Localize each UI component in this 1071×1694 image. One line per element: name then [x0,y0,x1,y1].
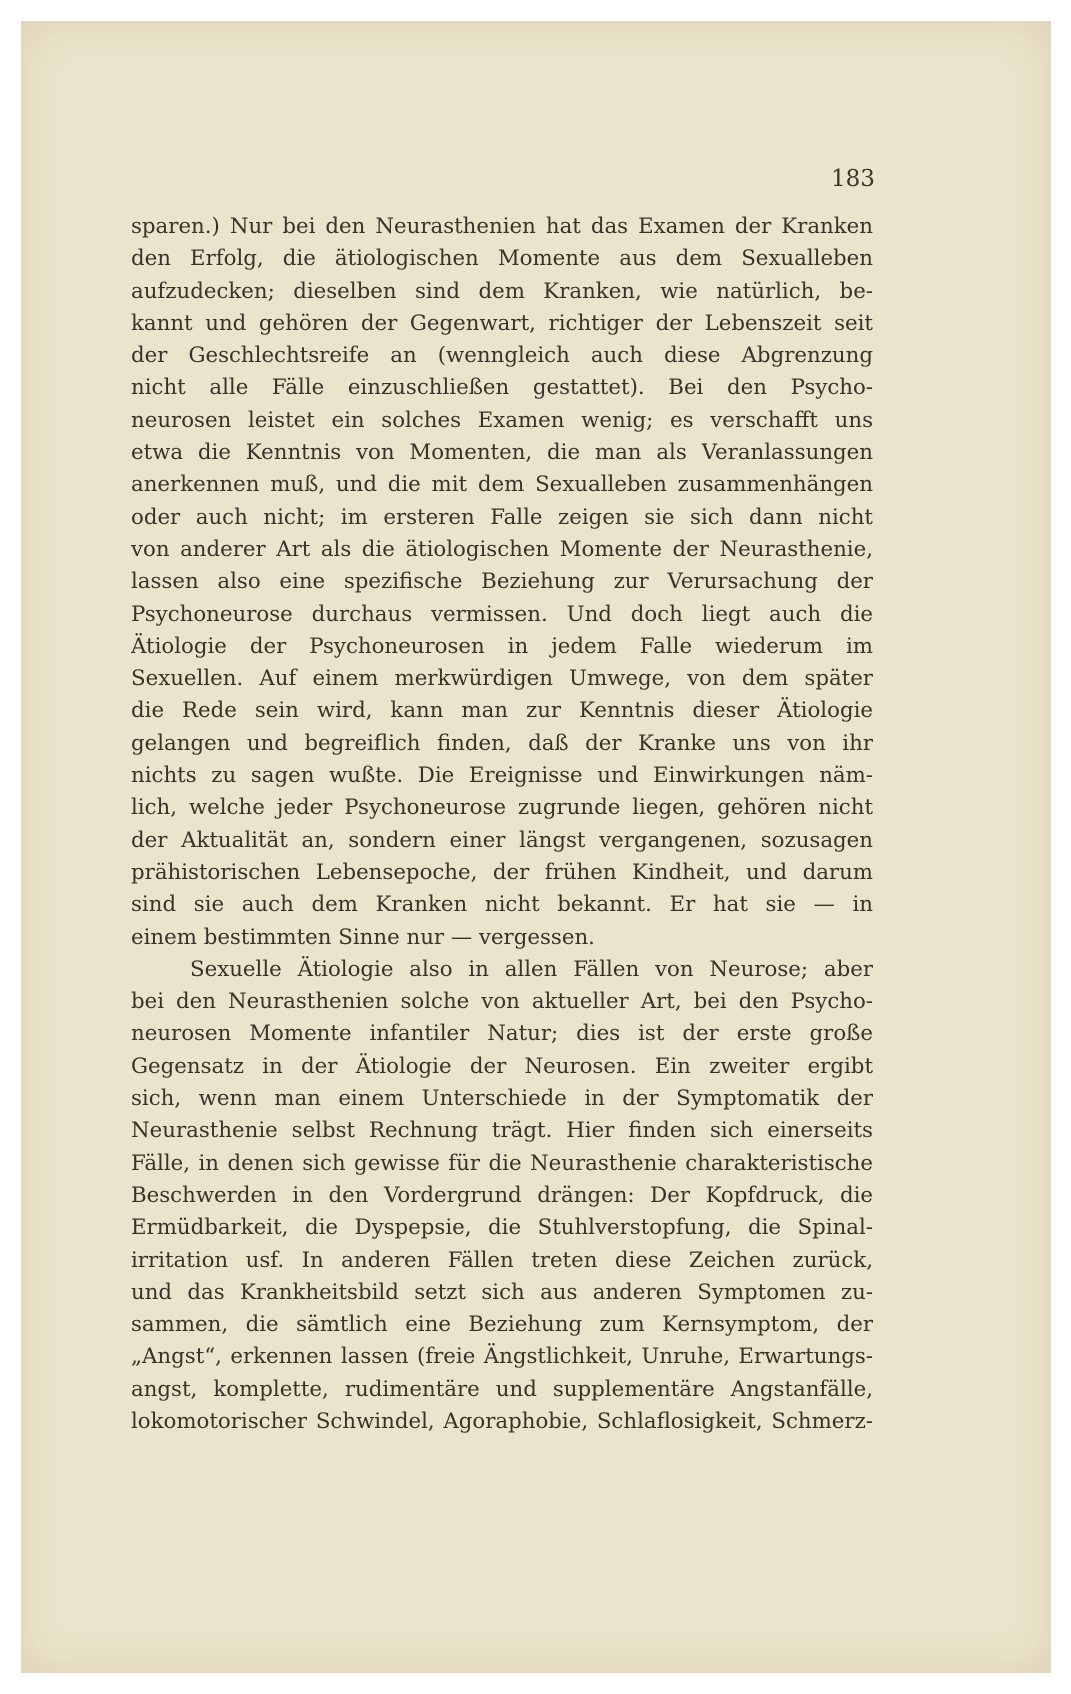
text-line: von anderer Art als die ätiologischen Momente der Neurasthenie, [131,536,873,562]
text-line: lassen also eine spezifische Beziehung zur Verursachung der [131,569,873,595]
text-line: Neurasthenie selbst Rechnung trägt. Hier finden sich einerseits [131,1118,873,1144]
text-line: anerkennen muß, und die mit dem Sexualleben zusammenhängen [131,472,873,498]
text-line: den Erfolg, die ätiologischen Momente aus dem Sexualleben [131,246,873,272]
text-line: sparen.) Nur bei den Neurasthenien hat das Examen der Kranken [131,214,873,239]
text-line: gelangen und begreiflich finden, daß der Kranke uns von ihr [131,730,873,756]
page-number: 183 [831,166,875,192]
text-line: oder auch nicht; im ersteren Falle zeigen sie sich dann nicht [131,504,873,530]
text-line: nichts zu sagen wußte. Die Ereignisse und Einwirkungen näm- [131,763,873,789]
body-text [131,211,873,1438]
paragraph-end-line: einem bestimmten Sinne nur — vergessen. [131,924,595,950]
text-line: Sexuellen. Auf einem merkwürdigen Umwege, von dem später [131,666,873,692]
text-line: Psychoneurose durchaus vermissen. Und doch liegt auch die [131,601,873,627]
text-line: der Aktualität an, sondern einer längst vergangenen, sozusagen [131,827,873,853]
text-line: sind sie auch dem Kranken nicht bekannt. Er hat sie — in [131,892,873,918]
text-line: und das Krankheitsbild setzt sich aus anderen Symptomen zu- [131,1279,873,1305]
text-line: bei den Neurasthenien solche von aktueller Art, bei den Psycho- [131,989,873,1015]
text-line: lich, welche jeder Psychoneurose zugrunde liegen, gehören nicht [131,795,873,821]
text-line: Fälle, in denen sich gewisse für die Neurasthenie charakteristische [131,1150,873,1176]
book-page [21,21,1051,1673]
text-line: lokomotorischer Schwindel, Agoraphobie, Schlaflosigkeit, Schmerz- [131,1408,873,1434]
text-line: Ätiologie der Psychoneurosen in jedem Falle wiederum im [131,633,873,659]
text-line: neurosen Momente infantiler Natur; dies ist der erste große [131,1021,873,1047]
text-line: sammen, die sämtlich eine Beziehung zum Kernsymptom, der [131,1312,873,1338]
text-line: Gegensatz in der Ätiologie der Neurosen. Ein zweiter ergibt [131,1053,873,1079]
paragraph-start-line: Sexuelle Ätiologie also in allen Fällen von Neurose; aber [190,956,873,982]
text-line: der Geschlechtsreife an (wenngleich auch diese Abgrenzung [131,343,873,369]
text-line: nicht alle Fälle einzuschließen gestattet). Bei den Psycho- [131,375,873,401]
text-line: Ermüdbarkeit, die Dyspepsie, die Stuhlverstopfung, die Spinal- [131,1215,873,1241]
text-line: angst, komplette, rudimentäre und supplementäre Angstanfälle, [131,1376,873,1402]
text-line: Beschwerden in den Vordergrund drängen: Der Kopfdruck, die [131,1182,873,1208]
text-line: sich, wenn man einem Unterschiede in der Symptomatik der [131,1086,873,1112]
text-line: irritation usf. In anderen Fällen treten diese Zeichen zurück, [131,1247,873,1273]
text-line: „Angst“, erkennen lassen (freie Ängstlichkeit, Unruhe, Erwartungs- [131,1344,873,1370]
text-line: kannt und gehören der Gegenwart, richtiger der Lebenszeit seit [131,310,873,336]
text-line: neurosen leistet ein solches Examen wenig; es verschafft uns [131,407,873,433]
text-line: etwa die Kenntnis von Momenten, die man als Veranlassungen [131,440,873,466]
text-line: die Rede sein wird, kann man zur Kenntnis dieser Ätiologie [131,698,873,724]
text-line: aufzudecken; dieselben sind dem Kranken, wie natürlich, be- [131,278,873,304]
text-line: prähistorischen Lebensepoche, der frühen Kindheit, und darum [131,859,873,885]
